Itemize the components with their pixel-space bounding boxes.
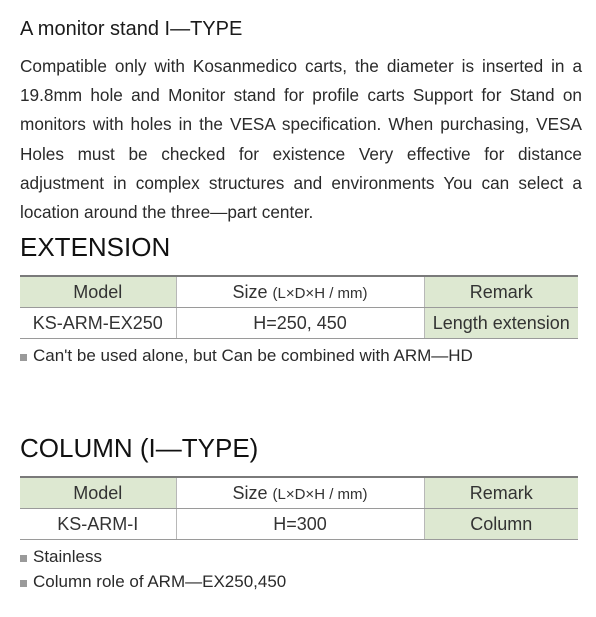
size-unit: (L×D×H / mm) [272, 485, 368, 503]
product-title: A monitor stand I—TYPE [20, 18, 243, 40]
bullet-square-icon [20, 555, 27, 562]
column-note-2: Column role of ARM—EX250,450 [20, 572, 286, 592]
column-note-1: Stainless [20, 547, 102, 567]
model-header: Model [20, 477, 176, 509]
extension-table [20, 275, 578, 339]
size-cell: H=300 [176, 509, 424, 540]
remark-cell: Column [424, 509, 578, 540]
remark-header: Remark [424, 276, 578, 308]
column-table-header [20, 477, 578, 509]
table-row [20, 308, 578, 339]
size-header: Size (L×D×H / mm) [176, 276, 424, 308]
column-table [20, 476, 578, 540]
model-header: Model [20, 276, 176, 308]
bullet-square-icon [20, 354, 27, 361]
table-row [20, 509, 578, 540]
extension-note: Can't be used alone, but Can be combined with ARM—HD [20, 346, 473, 366]
product-description: Compatible only with Kosanmedico carts, the diameter is inserted in a 19.8mm hole and Monitor stand for profile carts Support for Stand on monitors with holes in the VESA specification. When purchasing, VESA Holes must be checked for existence Very effective for distance adjustment in complex structures and environments You can select a location around the three—part center. [20, 56, 582, 223]
extension-table-header [20, 276, 578, 308]
size-cell: H=250, 450 [176, 308, 424, 339]
model-cell: KS-ARM-EX250 [20, 308, 176, 339]
remark-cell: Length extension [424, 308, 578, 339]
size-unit: (L×D×H / mm) [272, 284, 368, 302]
extension-section-title: EXTENSION [20, 232, 171, 262]
remark-header: Remark [424, 477, 578, 509]
bullet-square-icon [20, 580, 27, 587]
size-header: Size (L×D×H / mm) [176, 477, 424, 509]
column-section-title: COLUMN (I—TYPE) [20, 433, 259, 463]
model-cell: KS-ARM-I [20, 509, 176, 540]
